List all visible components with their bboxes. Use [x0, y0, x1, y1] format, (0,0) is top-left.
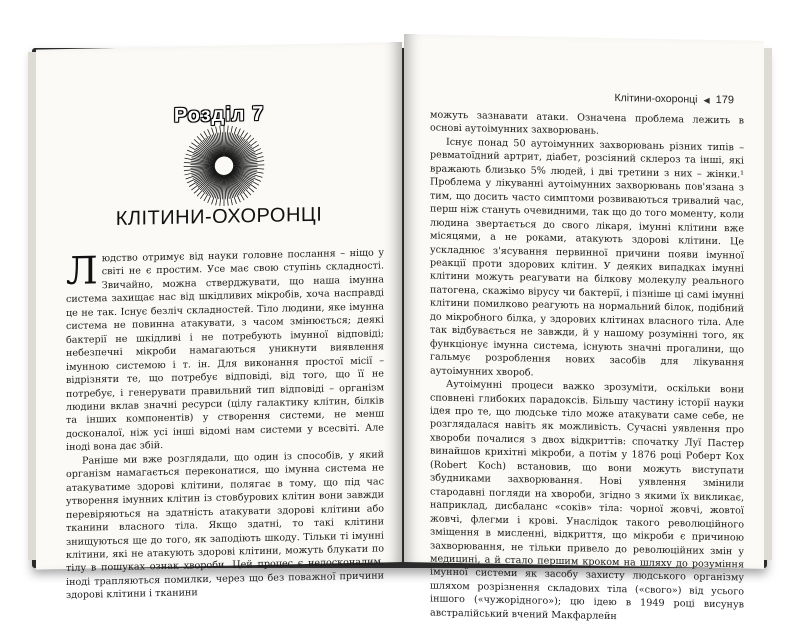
drop-cap: Л [66, 248, 98, 294]
paragraph-1: можуть зазнавати атаки. Означена проблема лежить в основі аутоімунних захворювань. [430, 109, 744, 138]
chapter-label: Розділ 7 [173, 102, 265, 127]
paragraph-1-text: юдство отримує від науки головне послання – ніщо у світі не є простим. Усе має свою ступінь складності. Звичайно, можна стверджувати, що наша імунна система захищає нас від шкідливих мікробів, хоча насправді це не так. Існує безліч складностей. Тіло людини, яке імунна система не повинна атакувати, з часом змінюється; деякі бактерії не шкідливі і не потребують імунної відповіді; небезпечні мікроби намагаються уникнути виявлення імунною системою і т. ін. Для виконання простої місії – відрізняти те, що потребує відповіді, від того, що її не потребує, і генерувати правильний тип відповіді – організм людини вклав значні ресурси (цілу галактику клітин, білків та інших компонентів) у створення системи, не менш досконалої, ніж усі інші відомі нам системи у всесвіті. Але іноді вона дає збій. [66, 247, 384, 454]
starburst-icon [182, 123, 266, 209]
paragraph-2: Раніше ми вже розглядали, що один із способів, у який організм намагається переконатися, що імунна система не атакуватиме здорові клітини, полягає в тому, що під час утворення імунних клітин із стовбурових клітин вони завжди перевіряються на здатність атакувати здорові клітини або тканини власного тіла. Якщо здатні, то такі клітини знищуються ще до того, як заподіють шкоду. Тільки ті імунні клітини, які не атакують здорові клітини, можуть блукати по тілу в пошуках ознак хвороби. Цей процес є недосконалим, іноді трапляються помилки, через що без поважної причини здорові клітини і тканини [66, 449, 384, 602]
paragraph-1 [66, 246, 384, 454]
left-page [36, 42, 402, 602]
left-page-body [66, 246, 384, 602]
page-number: 179 [715, 93, 734, 107]
paragraph-2: Існує понад 50 аутоімунних захворювань різних типів – ревматоїдний артрит, діабет, розсіяний склероз та інші, які вражають близько 5% людей, і дві третини з них – жінки.¹ Проблема у лікуванні аутоімунних захворювань пов'язана з тим, що досить часто симптоми розвиваються тривалий час, перш ніж стануть очевидними, так що до того моменту, коли людина звертається до свого лікаря, імунні клітини вже місяцями, а не роками, атакують здорові клітини. Це ускладнює з'ясування первинної причини появи імунної реакції проти здорових клітин. У деяких випадках імунні клітини можуть реагувати на білкову молекулу реального патогена, скажімо вірусу чи бактерії, і пізніше ці самі імунні клітини помилково реагують на нормальний білок, подібний до мікробного білка, у здорових клітинах власного тіла. Але так відбувається не завжди, й у нашому розумінні того, як функціонує імунна система, існують значні прогалини, що гальмує розроблення нових засобів для лікування аутоімунних хвороб. [430, 136, 744, 379]
running-head-title: Клітини-охоронці [614, 92, 698, 106]
open-book [22, 18, 774, 622]
right-page-body [430, 108, 744, 625]
chapter-title: КЛІТИНИ-ОХОРОНЦІ [115, 203, 323, 230]
triangle-left-icon: ◀ [703, 95, 710, 105]
right-page [404, 34, 764, 622]
page-edges-right [764, 48, 772, 560]
running-head [615, 92, 734, 106]
paragraph-3: Аутоімунні процеси важко зрозуміти, оскільки вони сповнені глибоких парадоксів. Більшу частину історії науки ідея про те, що людське тіло може атакувати саме себе, не розглядалася навіть як можливість. Сучасні уявлення про хвороби почалися з двох відкриттів: спочатку Луї Пастер винайшов крихітні мікроби, а потім у 1876 році Роберт Кох (Robert Koch) встановив, що вони можуть виступати збудниками захворювання. Нові уявлення змінили стародавні погляди на хвороби, згідно з якими їх викликає, наприклад, дисбаланс «соків» тіла: чорної жовчі, жовтої жовчі, флегми і крові. Унаслідок такого революційного зміщення в мисленні, відкриття, що мікроби є причиною захворювання, не тільки привело до революційних змін у медицині, а й стало першим кроком на шляху до розуміння імунної системи як засобу захисту людського організму шляхом розрізнення складових тіла («свого») від усього іншого («чужорідного»); цю ідею в 1949 році висунув австралійський вчений Макфарлейн [430, 378, 744, 622]
